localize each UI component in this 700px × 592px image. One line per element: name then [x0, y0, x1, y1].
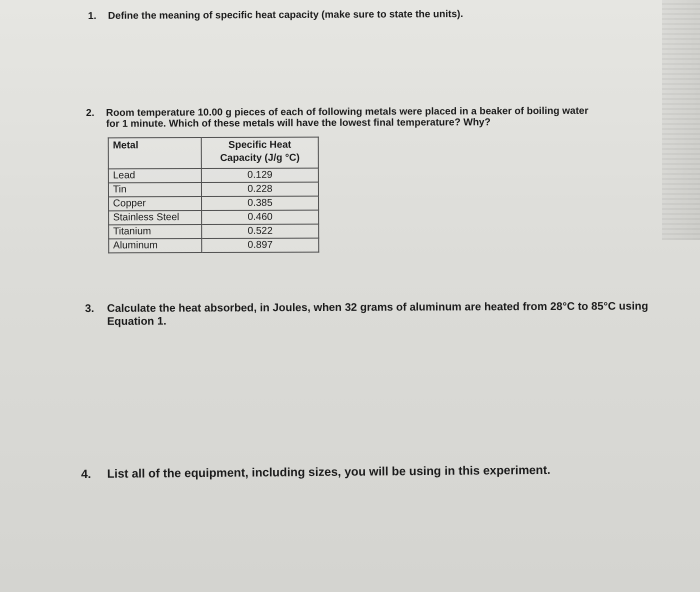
specific-heat-value-cell: 0.385: [202, 196, 319, 210]
question-2-line-1: Room temperature 10.00 g pieces of each of following metals were placed in a beaker of boiling water: [105, 105, 589, 119]
question-2-line-2: for 1 minute. Which of these metals will have the lowest final temperature? Why?: [106, 117, 491, 130]
metal-name-cell: Titanium: [109, 225, 202, 239]
table-header-row: [108, 137, 318, 169]
table-row: [108, 182, 318, 197]
table-row: [109, 224, 319, 239]
paper-edge-strip: [662, 0, 700, 240]
question-1-text: Define the meaning of specific heat capacity (make sure to state the units).: [107, 9, 464, 22]
table-row: [108, 168, 318, 183]
specific-heat-column-header: [201, 137, 318, 168]
specific-heat-value-cell: 0.228: [201, 182, 318, 196]
specific-heat-header-line-1: Specific Heat: [228, 139, 292, 151]
metal-name-cell: Tin: [108, 183, 201, 197]
table-row: [109, 238, 319, 253]
question-3-text: [107, 301, 648, 329]
table-row: [109, 210, 319, 225]
question-2-text: [106, 106, 588, 130]
specific-heat-value-cell: 0.897: [202, 238, 319, 252]
question-2-number: 2.: [86, 107, 95, 119]
specific-heat-value-cell: 0.522: [202, 224, 319, 238]
specific-heat-value-cell: 0.129: [201, 168, 318, 182]
question-4-number: 4.: [81, 466, 92, 481]
question-1-number: 1.: [88, 10, 97, 22]
specific-heat-header-line-2: Capacity (J/g °C): [220, 152, 300, 164]
question-4-text: List all of the equipment, including sizes, you will be using in this experiment.: [106, 462, 551, 481]
metal-column-header: Metal: [108, 138, 201, 169]
question-3-line-2: Equation 1.: [107, 315, 167, 328]
question-3-number: 3.: [85, 302, 95, 315]
metal-name-cell: Copper: [109, 197, 202, 211]
specific-heat-table: [108, 137, 319, 254]
metal-name-cell: Lead: [108, 169, 201, 183]
table-row: [109, 196, 319, 211]
metal-name-cell: Aluminum: [109, 239, 202, 253]
metal-name-cell: Stainless Steel: [109, 211, 202, 225]
specific-heat-value-cell: 0.460: [202, 210, 319, 224]
question-3-line-1: Calculate the heat absorbed, in Joules, when 32 grams of aluminum are heated from 28°C to 85°C using: [106, 300, 649, 315]
